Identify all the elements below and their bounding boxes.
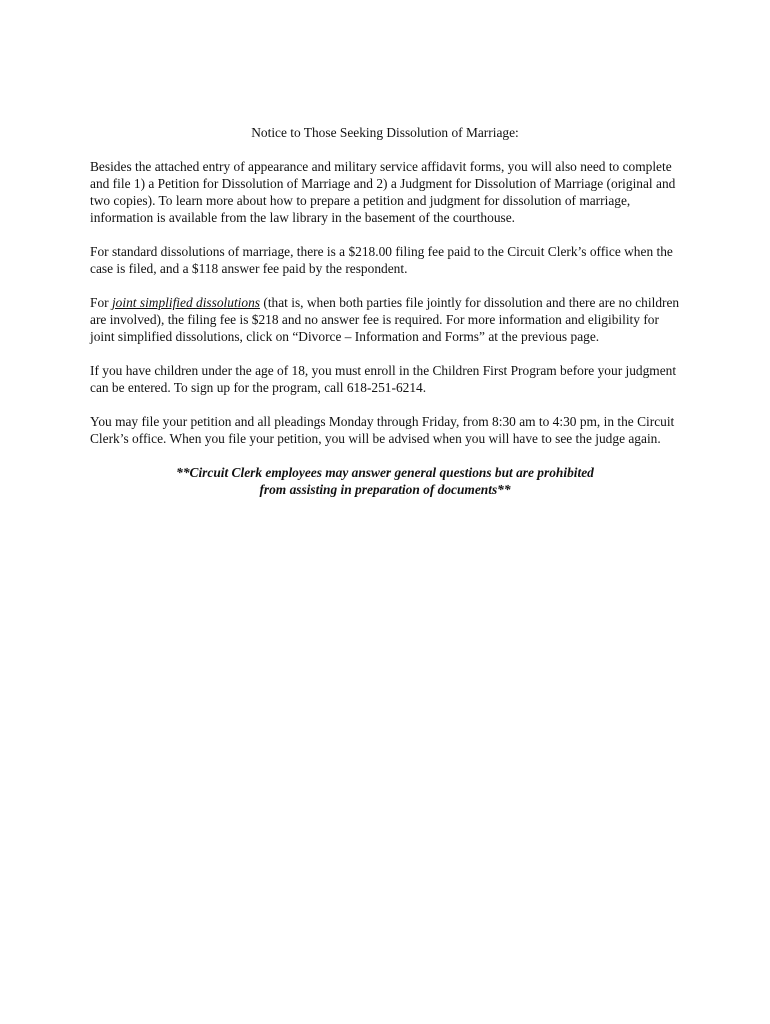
paragraph-suffix: (that is, when both parties file jointly for dissolution and there are no children are involved), the filing fee is $218 and no answer fee is required. For more information and eligibility for joint simplified dissolutions, click on “Divorce – Information and Forms” at the previous page. (90, 295, 680, 344)
paragraph-children-program: If you have children under the age of 18, you must enroll in the Children First Program before your judgment can be entered. To sign up for the program, call 618-251-6214. (90, 363, 677, 395)
clerk-notice (90, 464, 680, 498)
clerk-notice-line-2: from assisting in preparation of documents** (259, 482, 511, 497)
clerk-notice-line-1: **Circuit Clerk employees may answer general questions but are prohibited (176, 465, 594, 480)
paragraph-fees: For standard dissolutions of marriage, there is a $218.00 filing fee paid to the Circuit Clerk’s office when the case is filed, and a $118 answer fee paid by the respondent. (90, 244, 673, 276)
paragraph-joint-simplified (90, 294, 680, 345)
paragraph-prefix: For (90, 295, 112, 310)
document-title: Notice to Those Seeking Dissolution of Marriage: (251, 125, 519, 140)
paragraph-forms: Besides the attached entry of appearance and military service affidavit forms, you will also need to complete and file 1) a Petition for Dissolution of Marriage and 2) a Judgment for Dissolution of Marriage (original and two copies). To learn more about how to prepare a petition and judgment for dissolution of marriage, information is available from the law library in the basement of the courthouse. (90, 159, 676, 225)
joint-simplified-dissolutions-link[interactable]: joint simplified dissolutions (111, 295, 261, 310)
document-page (90, 124, 680, 498)
paragraph-filing-hours: You may file your petition and all pleadings Monday through Friday, from 8:30 am to 4:30 pm, in the Circuit Clerk’s office. When you file your petition, you will be advised when you will have to see the judge again. (90, 414, 675, 446)
